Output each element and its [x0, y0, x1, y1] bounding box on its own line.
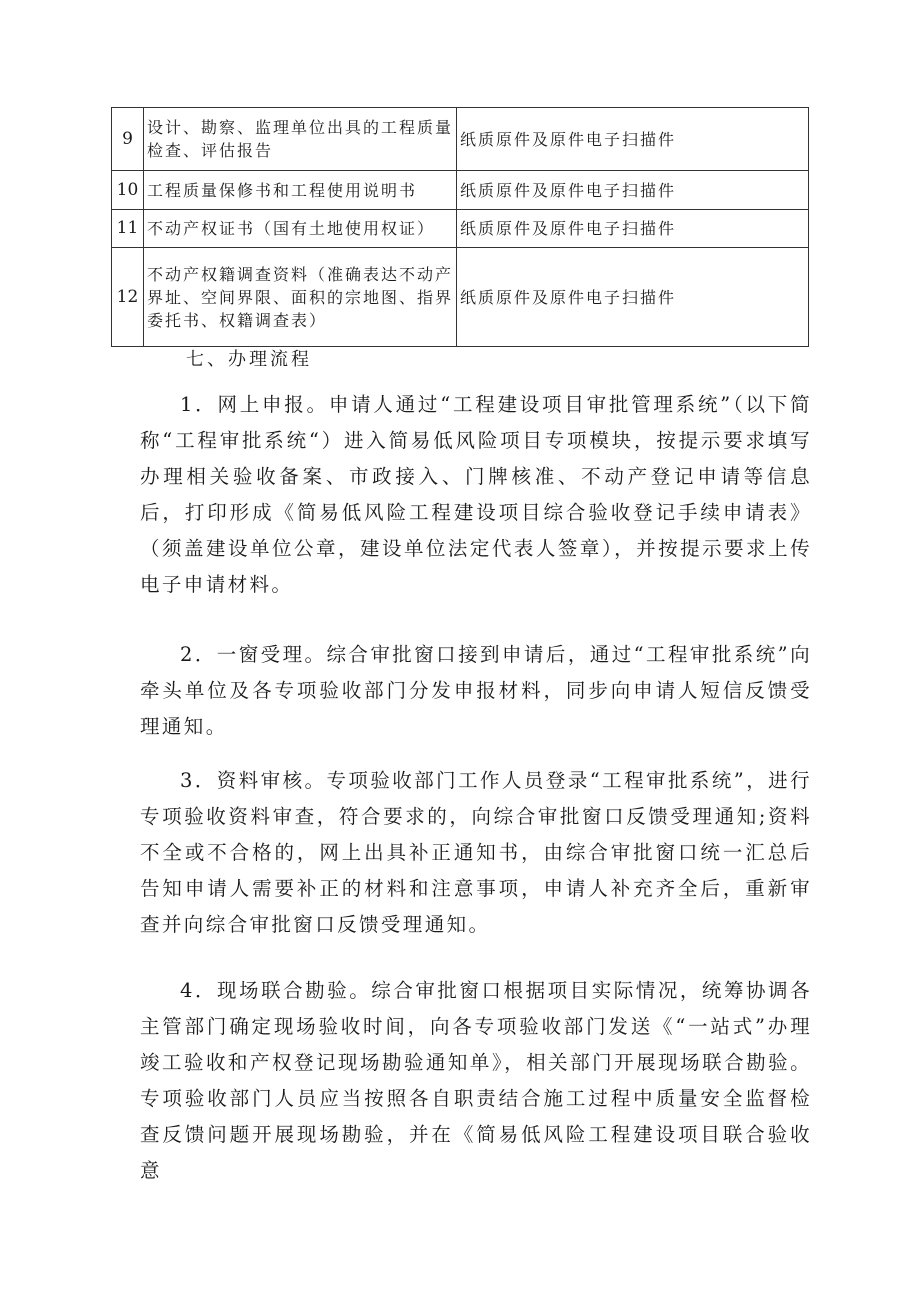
row-number: 11: [112, 210, 144, 248]
material-form: 纸质原件及原件电子扫描件: [457, 171, 809, 210]
row-number: 12: [112, 248, 144, 347]
material-name: 不动产权证书（国有土地使用权证）: [144, 210, 457, 248]
paragraph-online-application: 1．网上申报。申请人通过“工程建设项目审批管理系统”（以下简称“工程审批系统“）进入简易低风险项目专项模块，按提示要求填写办理相关验收备案、市政接入、门牌核准、不动产登记申请等信息后，打印形成《简易低风险工程建设项目综合验收登记手续申请表》（须盖建设单位公章，建设单位法定代表人签章），并按提示要求上传电子申请材料。: [140, 393, 812, 596]
paragraph-window-acceptance: 2．一窗受理。综合审批窗口接到申请后，通过“工程审批系统”向牵头单位及各专项验收部门分发申报材料，同步向申请人短信反馈受理通知。: [140, 643, 812, 738]
row-number: 10: [112, 171, 144, 210]
paragraph-joint-inspection: 4．现场联合勘验。综合审批窗口根据项目实际情况，统筹协调各主管部门确定现场验收时间，向各专项验收部门发送《“一站式”办理竣工验收和产权登记现场勘验通知单》，相关部门开展现场联合勘验。专项验收部门人员应当按照各自职责结合施工过程中质量安全监督检查反馈问题开展现场勘验，并在《简易低风险工程建设项目联合验收意: [140, 979, 812, 1182]
table-row: [112, 248, 809, 347]
material-form: 纸质原件及原件电子扫描件: [457, 248, 809, 347]
table-row: [112, 171, 809, 210]
materials-table: [111, 107, 809, 347]
material-name: 设计、勘察、监理单位出具的工程质量检查、评估报告: [144, 108, 457, 171]
section-heading: 七、办理流程: [186, 349, 312, 370]
table-row: [112, 108, 809, 171]
paragraph-document-review: 3．资料审核。专项验收部门工作人员登录“工程审批系统”，进行专项验收资料审查，符合要求的，向综合审批窗口反馈受理通知;资料不全或不合格的，网上出具补正通知书，由综合审批窗口统一汇总后告知申请人需要补正的材料和注意事项，申请人补充齐全后，重新审查并向综合审批窗口反馈受理通知。: [140, 769, 812, 936]
row-number: 9: [112, 108, 144, 171]
material-form: 纸质原件及原件电子扫描件: [457, 210, 809, 248]
material-name: 不动产权籍调查资料（准确表达不动产界址、空间界限、面积的宗地图、指界委托书、权籍调查表）: [144, 248, 457, 347]
table-row: [112, 210, 809, 248]
material-name: 工程质量保修书和工程使用说明书: [144, 171, 457, 210]
material-form: 纸质原件及原件电子扫描件: [457, 108, 809, 171]
